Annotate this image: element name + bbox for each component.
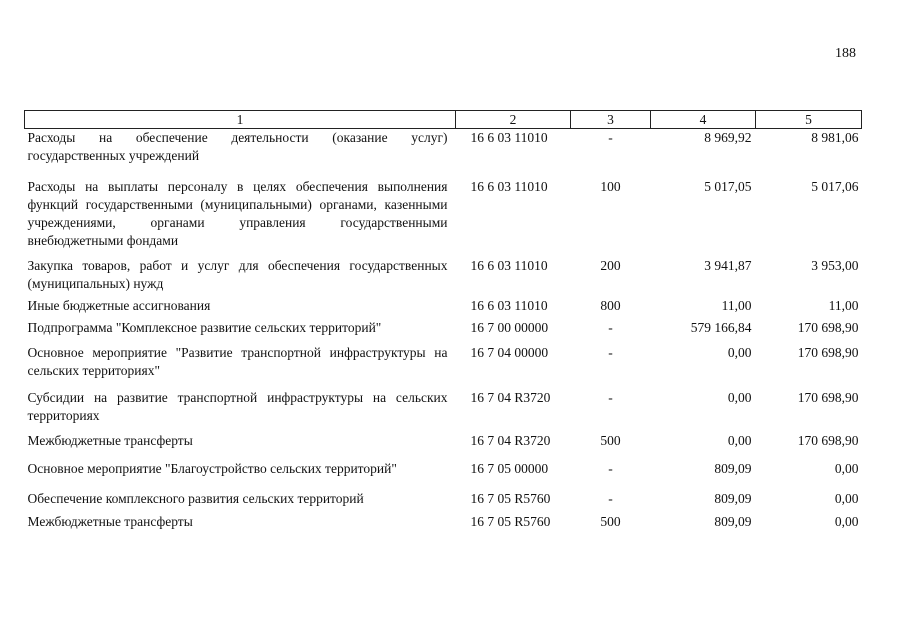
row-code: 16 7 05 00000 (470, 460, 549, 476)
table-header (25, 111, 862, 129)
row-name: Иные бюджетные ассигнования (27, 297, 211, 313)
table-row (25, 257, 862, 297)
row-expense-type: - (608, 389, 613, 405)
row-name: Основное мероприятие "Развитие транспортной инфраструктуры на сельских территориях" (27, 344, 448, 378)
row-amount-1: 3 941,87 (704, 257, 752, 273)
row-code: 16 6 03 11010 (470, 130, 548, 145)
row-expense-type: 100 (600, 178, 621, 194)
row-expense-type: - (608, 319, 613, 335)
table-row (25, 513, 862, 535)
row-amount-1: 5 017,05 (704, 178, 752, 194)
table-row (25, 389, 862, 432)
table-row (25, 129, 862, 178)
row-amount-2: 170 698,90 (797, 319, 859, 335)
table-row (25, 460, 862, 490)
row-amount-1: 809,09 (714, 460, 752, 476)
table-row (25, 297, 862, 319)
row-amount-1: 8 969,92 (704, 130, 752, 145)
row-expense-type: 500 (600, 513, 621, 529)
row-amount-1: 579 166,84 (690, 319, 752, 335)
row-name: Основное мероприятие "Благоустройство сельских территорий" (27, 460, 397, 476)
table-row (25, 178, 862, 257)
row-expense-type: - (608, 490, 613, 506)
row-amount-1: 809,09 (714, 490, 752, 506)
header-cell-4: 4 (651, 111, 756, 129)
row-amount-2: 0,00 (834, 513, 859, 529)
row-code: 16 7 04 R3720 (470, 432, 551, 448)
table-body (25, 129, 862, 535)
row-code: 16 7 05 R5760 (470, 513, 551, 529)
row-name: Межбюджетные трансферты (27, 432, 193, 448)
row-expense-type: - (608, 344, 613, 360)
row-name: Обеспечение комплексного развития сельских территорий (27, 490, 364, 506)
row-expense-type: - (608, 130, 613, 145)
header-cell-1: 1 (25, 111, 456, 129)
row-name: Расходы на выплаты персоналу в целях обеспечения выполнения функций государственными (муниципальными) органами, казенными учреждениями, органами управления государственными внебюджетными фондами (27, 178, 448, 248)
row-code: 16 7 00 00000 (470, 319, 549, 335)
row-code: 16 7 05 R5760 (470, 490, 551, 506)
row-code: 16 6 03 11010 (470, 297, 548, 313)
row-amount-2: 8 981,06 (811, 130, 859, 145)
row-name: Закупка товаров, работ и услуг для обеспечения государственных (муниципальных) нужд (27, 257, 448, 291)
row-amount-1: 11,00 (721, 297, 752, 313)
row-amount-2: 3 953,00 (811, 257, 859, 273)
row-amount-2: 11,00 (828, 297, 859, 313)
page-number: 188 (835, 46, 856, 61)
row-amount-2: 170 698,90 (797, 344, 859, 360)
row-expense-type: 800 (600, 297, 621, 313)
row-amount-2: 170 698,90 (797, 389, 859, 405)
row-amount-2: 170 698,90 (797, 432, 859, 448)
row-expense-type: 200 (600, 257, 621, 273)
row-amount-2: 5 017,06 (811, 178, 859, 194)
row-amount-1: 0,00 (727, 432, 752, 448)
table-row (25, 490, 862, 513)
header-row (25, 111, 862, 129)
table-row (25, 344, 862, 389)
row-code: 16 7 04 R3720 (470, 389, 551, 405)
row-amount-2: 0,00 (834, 460, 859, 476)
row-code: 16 7 04 00000 (470, 344, 549, 360)
row-name: Субсидии на развитие транспортной инфраструктуры на сельских территориях (27, 389, 448, 423)
row-name: Расходы на обеспечение деятельности (оказание услуг) государственных учреждений (27, 130, 448, 163)
row-amount-1: 0,00 (727, 344, 752, 360)
budget-table (24, 110, 862, 535)
header-cell-5: 5 (756, 111, 862, 129)
row-expense-type: 500 (600, 432, 621, 448)
table-row (25, 319, 862, 344)
row-name: Межбюджетные трансферты (27, 513, 193, 529)
row-name: Подпрограмма "Комплексное развитие сельских территорий" (27, 319, 382, 335)
table-row (25, 432, 862, 460)
header-cell-2: 2 (456, 111, 571, 129)
row-amount-2: 0,00 (834, 490, 859, 506)
row-expense-type: - (608, 460, 613, 476)
header-cell-3: 3 (571, 111, 651, 129)
row-amount-1: 0,00 (727, 389, 752, 405)
row-amount-1: 809,09 (714, 513, 752, 529)
row-code: 16 6 03 11010 (470, 178, 548, 194)
row-code: 16 6 03 11010 (470, 257, 548, 273)
